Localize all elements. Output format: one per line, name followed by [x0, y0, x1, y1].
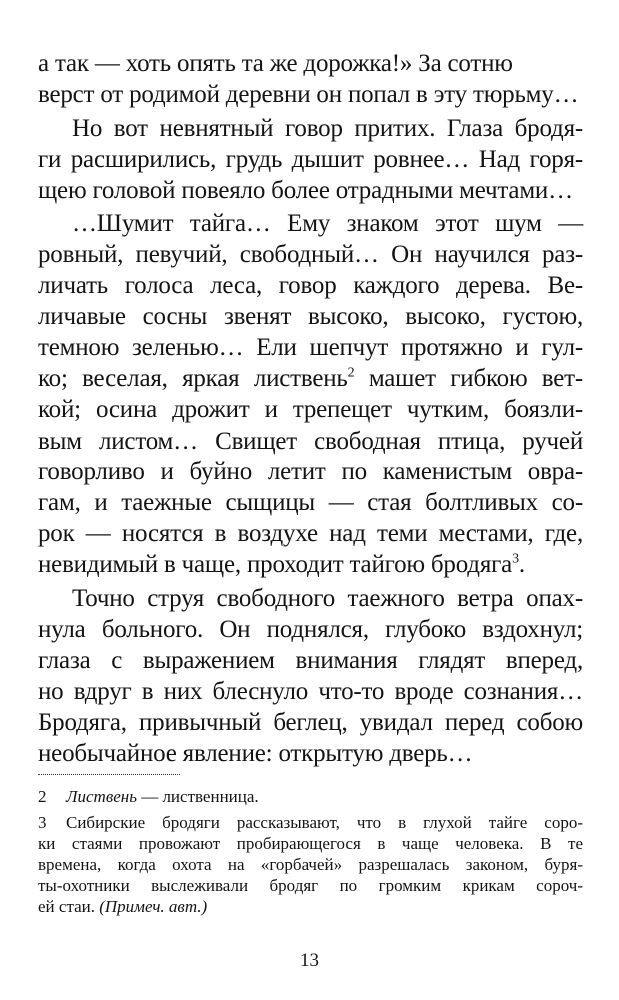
text-line: личать голоса леса, говор каждого дерева. Ве-: [38, 272, 583, 299]
text-line: говорливо и буйно летит по каменистым овра-: [38, 458, 583, 485]
text-fragment: невидимый в чаще, проходит тайгою бродяга: [38, 551, 513, 578]
footnote-text: Сибирские бродяги рассказывают, что в глухой тайге соро-: [66, 813, 583, 832]
text-line: верст от родимой деревни он попал в эту тюрьму…: [38, 81, 579, 108]
text-line: личавые сосны звенят высоко, высоко, густою,: [38, 303, 583, 330]
text-line: вым листом… Свищет свободная птица, ручей: [38, 428, 583, 455]
text-line: …Шумит тайга… Ему знаком этот шум —: [72, 210, 583, 237]
text-line: Но вот невнятный говор притих. Глаза бродя-: [72, 115, 583, 142]
text-fragment: машет гибкою вет-: [354, 365, 583, 392]
text-line: а так — хоть опять та же дорожка!» За сотню: [38, 50, 513, 77]
footnote-term: Листвень: [66, 787, 137, 806]
text-fragment: ко; веселая, яркая листвень: [38, 365, 348, 392]
author-note: (Примеч. авт.): [99, 897, 208, 916]
text-line: но вдруг в них блеснуло что-то вроде сознания…: [38, 678, 583, 705]
footnote-3-line: ты-охотники выслеживали бродяг по громким крикам сороч-: [38, 876, 583, 895]
text-line: кой; осина дрожит и трепещет чутким, боязли-: [38, 396, 583, 423]
text-line: нула больного. Он поднялся, глубоко вздохнул;: [38, 616, 583, 643]
text-fragment: .: [518, 551, 525, 578]
page-number: 13: [300, 950, 319, 971]
footnote-3-line: времена, когда охота на «горбачей» разрешалась законом, буря-: [38, 855, 583, 874]
footnote-separator: [38, 774, 180, 775]
text-line: [38, 364, 583, 394]
footnote-mark-3: 3: [512, 551, 519, 567]
footnote-text: ей стаи.: [38, 897, 95, 916]
footnote-3-line: ки стаями провожают пробирающегося в чаще человека. В те: [38, 834, 583, 853]
text-line: Точно струя свободного таежного ветра опах-: [72, 585, 583, 612]
footnote-text: — лиственница.: [136, 787, 259, 806]
text-line: необычайное явление: открытую дверь…: [38, 740, 473, 767]
footnote-number: 3: [38, 813, 47, 832]
footnote-2: [38, 786, 583, 807]
text-line: рок — носятся в воздухе над теми местами, где,: [38, 520, 583, 547]
text-line: ровный, певучий, свободный… Он научился раз-: [38, 241, 583, 268]
footnote-3-line: [38, 896, 583, 917]
text-line: щею головой повеяло более отрадными мечтами…: [38, 177, 573, 204]
text-line: Бродяга, привычный беглец, увидал перед собою: [38, 709, 583, 736]
text-line: гам, и таежные сыщицы — стая болтливых со-: [38, 489, 583, 516]
footnote-number: 2: [38, 787, 47, 806]
footnote-mark-2: 2: [347, 365, 355, 381]
text-line: ги расширились, грудь дышит ровнее… Над горя-: [38, 146, 583, 173]
text-line: глаза с выражением внимания глядят вперед,: [38, 647, 583, 674]
footnote-3-line: [38, 812, 583, 833]
text-line: [38, 550, 583, 580]
text-line: темною зеленью… Ели шепчут протяжно и гул-: [38, 334, 583, 361]
